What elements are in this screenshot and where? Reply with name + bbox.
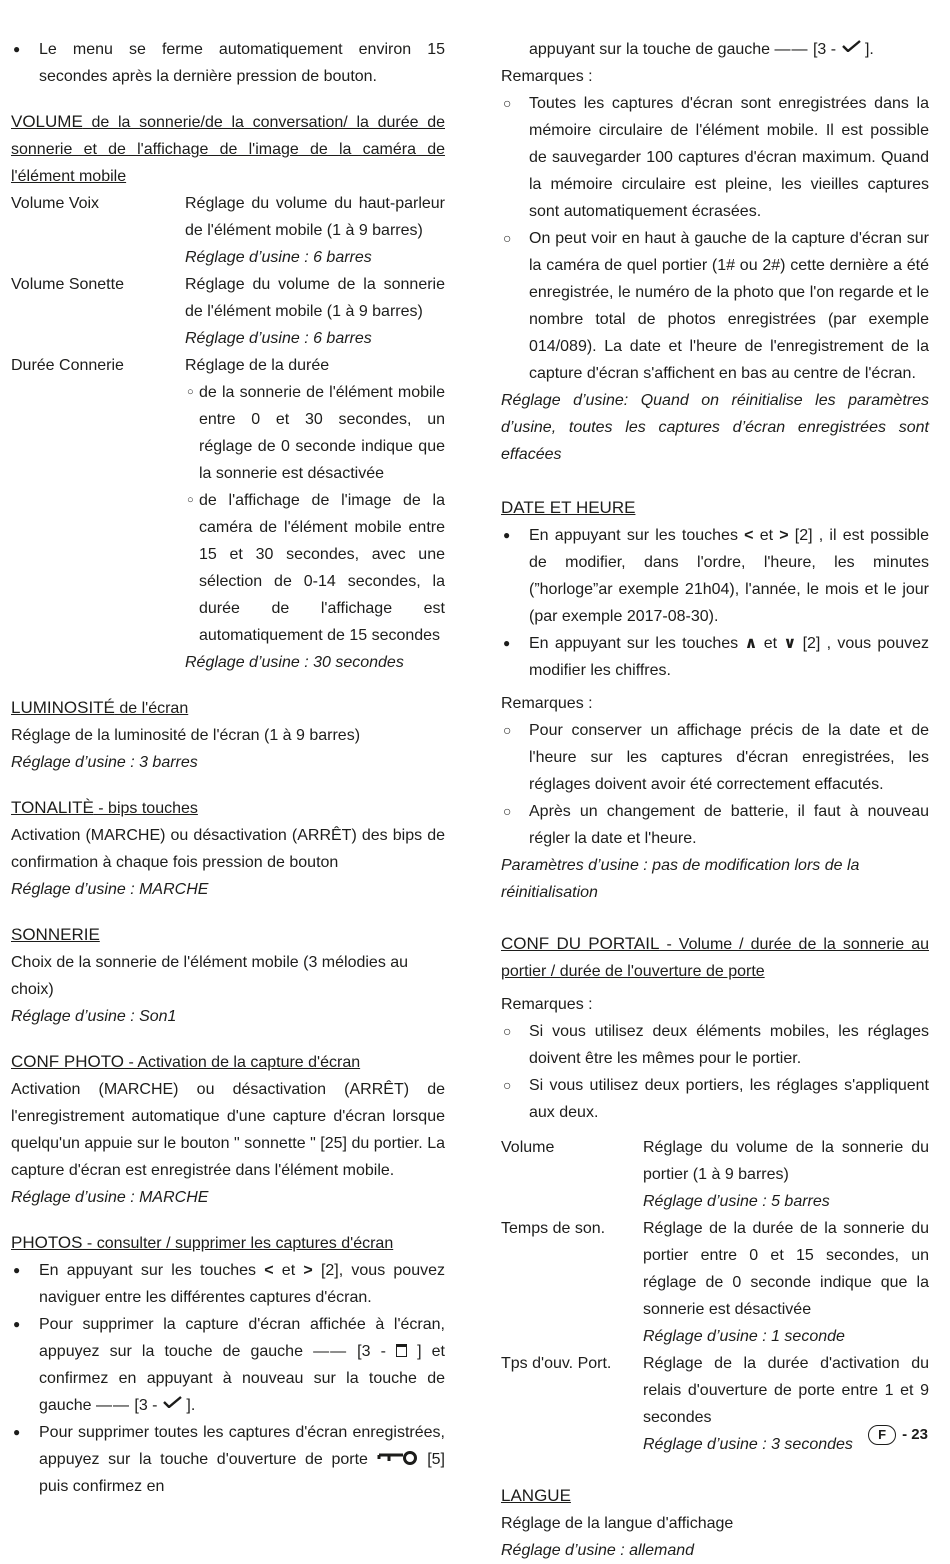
setting-label: Temps de son. <box>501 1220 606 1237</box>
door-key-icon <box>377 1451 419 1465</box>
list-item: ● En appuyant sur les touches < et > [2], vous pouvez naviguer entre les différentes captures d'écran. <box>11 1257 445 1311</box>
list-item: ● Pour supprimer toutes les captures d'écran enregistrées, appuyez sur la touche d'ouverture de porte [5] puis confirmez en <box>11 1419 445 1500</box>
setting-row <box>501 1215 929 1350</box>
section-subtitle: - Activation de la capture d'écran <box>124 1054 361 1071</box>
remarks-label: Remarques : <box>501 695 593 712</box>
factory-setting: Réglage d’usine : MARCHE <box>11 1189 209 1206</box>
setting-text: Réglage de la durée de la sonnerie du portier entre 0 et 15 secondes, un réglage de 0 seconde indique que la sonnerie est désactivée <box>643 1220 929 1318</box>
section-subtitle: - bips touches <box>93 800 198 817</box>
language-flag-icon: F <box>868 1425 896 1445</box>
section-title: CONF DU PORTAIL <box>501 934 660 953</box>
factory-setting: Réglage d’usine : 5 barres <box>643 1193 830 1210</box>
portail-heading <box>501 930 929 985</box>
conf-photo-heading <box>11 1048 445 1076</box>
setting-row <box>501 1350 929 1458</box>
bullet-icon: ● <box>503 636 511 650</box>
factory-setting: Réglage d’usine: Quand on réinitialise les paramètres d’usine, toutes les captures d’écran enregistrées sont effacées <box>501 392 929 463</box>
check-icon <box>841 40 861 52</box>
list-item: ○ Toutes les captures d'écran sont enregistrées dans la mémoire circulaire de l'élément mobile. Il est possible de sauvegarder 100 captures d'écran maximum. Quand la mémoire circulaire est pleine, les vieilles captures sont automatiquement écrasées. <box>501 90 929 225</box>
section-title: SONNERIE <box>11 925 100 944</box>
left-key-dash: —— <box>95 1397 130 1414</box>
left-arrow-icon: < <box>264 1262 274 1279</box>
list-item: ○ On peut voir en haut à gauche de la capture d'écran sur la caméra de quel portier (1# ou 2#) cette dernière a été enregistrée, le numéro de la photo que l'on regarde et le nombre total de photos enregistrées (par exemple 014/089). La date et l'heure de l'enregistrement de la capture d'écran s'affichent en bas au centre de l'écran. <box>501 225 929 387</box>
section-text: Activation (MARCHE) ou désactivation (ARRÊT) de l'enregistrement automatique d'une capture d'écran lorsque quelqu'un appuie sur le bouton " sonnette " [25] du portier. La capture d'écran est enregistrée dans l'élément mobile. <box>11 1081 445 1179</box>
check-icon <box>162 1396 182 1408</box>
left-arrow-icon: < <box>744 527 754 544</box>
luminosite-heading <box>11 694 445 722</box>
setting-label: Durée Connerie <box>11 357 124 374</box>
tonalite-heading <box>11 794 445 822</box>
section-title: TONALITÈ <box>11 798 94 817</box>
page-footer <box>868 1421 928 1448</box>
factory-setting: Réglage d’usine : 6 barres <box>185 249 372 266</box>
setting-label: Volume Voix <box>11 195 100 212</box>
setting-text: Réglage du volume du haut-parleur de l'élément mobile (1 à 9 barres) <box>185 195 445 239</box>
section-title: LANGUE <box>501 1486 571 1505</box>
bullet-icon: ● <box>13 1425 21 1439</box>
setting-text: Réglage de la durée d'activation du relais d'ouverture de porte entre 1 et 9 secondes <box>643 1355 929 1426</box>
bullet-icon: ● <box>13 1263 21 1277</box>
list-item: ○ Si vous utilisez deux éléments mobiles, les réglages doivent être les mêmes pour le portier. <box>501 1018 929 1072</box>
list-item: ○ Pour conserver un affichage précis de la date et de l'heure sur les captures d'écran enregistrées, les réglages doivent avoir été correctement effacutés. <box>501 717 929 798</box>
ring-bullet-icon: ○ <box>503 803 512 819</box>
setting-label: Volume <box>501 1139 555 1156</box>
section-title: LUMINOSITÉ <box>11 698 115 717</box>
factory-setting: Réglage d’usine : 1 seconde <box>643 1328 845 1345</box>
ring-bullet-icon: ○ <box>503 1023 512 1039</box>
remarks-label: Remarques : <box>501 68 593 85</box>
factory-setting: Réglage d’usine : 6 barres <box>185 330 372 347</box>
ring-bullet-icon: ○ <box>503 95 512 111</box>
langue-heading <box>501 1482 929 1510</box>
date-heading <box>501 494 929 522</box>
section-text: Réglage de la luminosité de l'écran (1 à 9 barres) <box>11 727 361 744</box>
sub-item <box>185 379 445 487</box>
langue-section <box>501 1482 929 1564</box>
setting-row <box>11 352 445 676</box>
section-text: Réglage de la langue d'affichage <box>501 1515 734 1532</box>
luminosite-section <box>11 694 445 776</box>
sonnerie-section <box>11 921 445 1030</box>
down-arrow-icon: ∨ <box>783 635 797 652</box>
sonnerie-heading <box>11 921 445 949</box>
section-subtitle: - consulter / supprimer les captures d'écran <box>82 1235 394 1252</box>
list-item: ○ Après un changement de batterie, il faut à nouveau régler la date et l'heure. <box>501 798 929 852</box>
sub-item <box>185 487 445 649</box>
sub-circle-icon: ○ <box>187 386 194 398</box>
list-item: ● En appuyant sur les touches ∧ et ∨ [2] , vous pouvez modifier les chiffres. <box>501 630 929 684</box>
section-subtitle: de la sonnerie/de la conversation/ la durée de sonnerie et de l'affichage de l'image de la caméra de l'élément mobile <box>11 114 445 185</box>
factory-setting: Paramètres d’usine : pas de modification lors de la réinitialisation <box>501 857 860 901</box>
right-column <box>501 36 929 1564</box>
photos-heading <box>11 1229 445 1257</box>
page-number: - 23 <box>902 1426 928 1443</box>
section-subtitle: - Volume / durée de la sonnerie au portier / durée de l'ouverture de porte <box>501 936 930 980</box>
setting-row <box>11 271 445 352</box>
left-key-dash: —— <box>313 1343 348 1360</box>
setting-text: Réglage du volume de la sonnerie du portier (1 à 9 barres) <box>643 1139 929 1183</box>
intro-text: Le menu se ferme automatiquement environ 15 secondes après la dernière pression de bouton. <box>39 41 445 85</box>
bullet-icon: ● <box>13 42 21 56</box>
remarks-label: Remarques : <box>501 996 593 1013</box>
left-column <box>11 36 445 1500</box>
setting-row <box>11 190 445 271</box>
factory-setting: Réglage d’usine : allemand <box>501 1542 695 1559</box>
setting-text: Réglage de la durée <box>185 357 330 374</box>
photos-section <box>11 1229 445 1500</box>
setting-text: Réglage du volume de la sonnerie de l'élément mobile (1 à 9 barres) <box>185 276 445 320</box>
factory-setting: Réglage d’usine : 3 barres <box>11 754 198 771</box>
setting-label: Tps d'ouv. Port. <box>501 1355 612 1372</box>
factory-setting: Réglage d’usine : MARCHE <box>11 881 209 898</box>
sub-item-text: de l'affichage de l'image de la caméra de l'élément mobile entre 15 et 30 secondes, avec une sélection de 0-14 secondes, la durée de l'affichage est automatiquement de 15 secondes <box>199 492 445 644</box>
ring-bullet-icon: ○ <box>503 1077 512 1093</box>
ring-bullet-icon: ○ <box>503 722 512 738</box>
bullet-icon: ● <box>13 1317 21 1331</box>
setting-row <box>501 1134 929 1215</box>
sub-circle-icon: ○ <box>187 494 194 506</box>
section-text: Choix de la sonnerie de l'élément mobile (3 mélodies au choix) <box>11 954 409 998</box>
tonalite-section <box>11 794 445 903</box>
photos-continuation: appuyant sur la touche de gauche —— [3 - ]. <box>529 41 874 58</box>
volume-section <box>11 108 445 676</box>
conf-photo-section <box>11 1048 445 1211</box>
trash-icon <box>396 1344 407 1357</box>
section-title: PHOTOS <box>11 1233 83 1252</box>
left-key-dash: —— <box>774 41 809 58</box>
volume-heading <box>11 108 445 190</box>
bullet-icon: ● <box>503 528 511 542</box>
section-title: DATE ET HEURE <box>501 498 636 517</box>
list-item: ● Pour supprimer la capture d'écran affichée à l'écran, appuyez sur la touche de gauche —— [3 - ] et confirmez en appuyant à nouveau sur la touche de gauche —— [3 - ]. <box>11 1311 445 1419</box>
factory-setting: Réglage d’usine : Son1 <box>11 1008 177 1025</box>
portail-section <box>501 930 929 1458</box>
section-title: VOLUME <box>11 112 83 131</box>
list-item <box>11 36 445 90</box>
up-arrow-icon: ∧ <box>744 635 758 652</box>
right-arrow-icon: > <box>779 527 789 544</box>
factory-setting: Réglage d’usine : 3 secondes <box>643 1436 853 1453</box>
section-subtitle: de l'écran <box>114 700 189 717</box>
section-text: Activation (MARCHE) ou désactivation (ARRÊT) des bips de confirmation à chaque fois pression de bouton <box>11 827 445 871</box>
sub-item-text: de la sonnerie de l'élément mobile entre 0 et 30 secondes, un réglage de 0 seconde indique que la sonnerie est désactivée <box>199 384 445 482</box>
list-item: ○ Si vous utilisez deux portiers, les réglages s'appliquent aux deux. <box>501 1072 929 1126</box>
factory-setting: Réglage d’usine : 30 secondes <box>185 654 404 671</box>
setting-label: Volume Sonette <box>11 276 124 293</box>
list-item: ● En appuyant sur les touches < et > [2] , il est possible de modifier, dans l'ordre, l'heure, les minutes (”horloge”ar exemple 21h04), l'année, le mois et le jour (par exemple 2017-08-30). <box>501 522 929 630</box>
right-arrow-icon: > <box>303 1262 313 1279</box>
ring-bullet-icon: ○ <box>503 230 512 246</box>
date-section <box>501 494 929 906</box>
section-title: CONF PHOTO <box>11 1052 125 1071</box>
